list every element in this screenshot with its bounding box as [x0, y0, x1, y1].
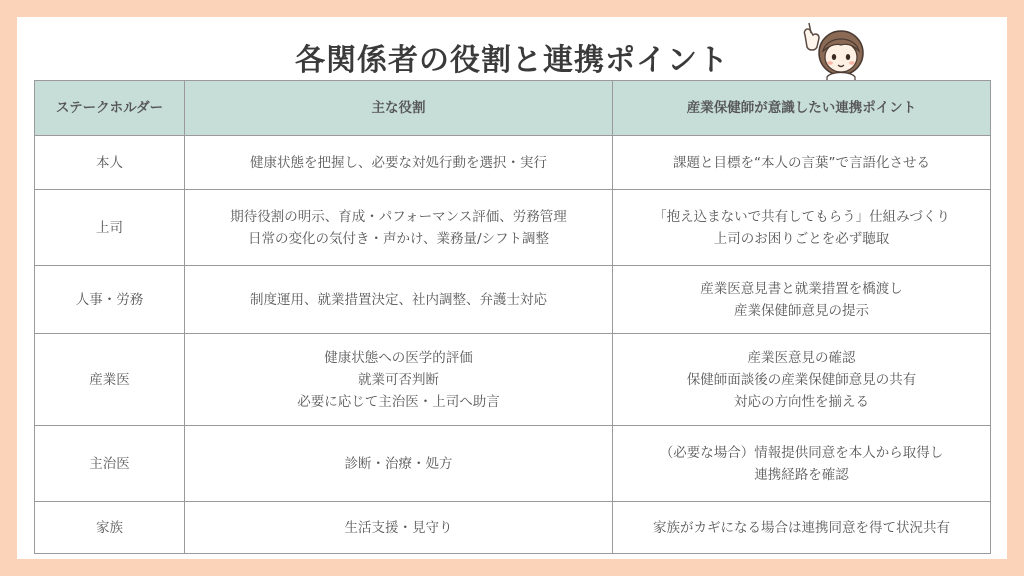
slide	[17, 17, 1007, 559]
role-cell	[185, 334, 613, 426]
point-cell	[613, 190, 991, 266]
stakeholder-cell: 本人	[35, 136, 185, 190]
point-line: 課題と目標を“本人の言葉”で言語化させる	[673, 154, 930, 171]
table-row	[35, 190, 991, 266]
pointing-girl-illustration	[797, 21, 867, 83]
table-header-row	[35, 81, 991, 136]
point-line: 家族がカギになる場合は連携同意を得て状況共有	[653, 519, 950, 536]
table-row	[35, 266, 991, 334]
point-line: 産業医意見の確認	[747, 349, 856, 366]
role-cell	[185, 190, 613, 266]
point-line: 産業医意見書と就業措置を橋渡し	[700, 280, 903, 297]
role-line: 期待役割の明示、育成・パフォーマンス評価、労務管理	[230, 208, 567, 225]
role-line: 必要に応じて主治医・上司へ助言	[297, 393, 500, 410]
point-line: 連携経路を確認	[754, 466, 849, 483]
role-cell	[185, 266, 613, 334]
role-cell	[185, 136, 613, 190]
stakeholder-cell: 家族	[35, 502, 185, 554]
point-cell	[613, 334, 991, 426]
stakeholder-cell: 主治医	[35, 426, 185, 502]
role-line: 就業可否判断	[358, 371, 439, 388]
table-row	[35, 502, 991, 554]
point-cell	[613, 426, 991, 502]
point-line: 上司のお困りごとを必ず聴取	[713, 230, 890, 247]
column-header-role: 主な役割	[185, 81, 613, 136]
table-row	[35, 334, 991, 426]
role-line: 生活支援・見守り	[344, 519, 453, 536]
point-line: （必要な場合）情報提供同意を本人から取得し	[659, 444, 944, 461]
role-line: 日常の変化の気付き・声かけ、業務量/シフト調整	[247, 230, 549, 247]
role-line: 健康状態への医学的評価	[324, 349, 473, 366]
point-line: 対応の方向性を揃える	[734, 393, 869, 410]
page-title: 各関係者の役割と連携ポイント	[295, 43, 729, 78]
role-cell	[185, 426, 613, 502]
point-line: 「抱え込まないで共有してもらう」仕組みづくり	[653, 208, 950, 225]
stakeholder-cell: 上司	[35, 190, 185, 266]
stakeholder-cell: 人事・労務	[35, 266, 185, 334]
table-row	[35, 426, 991, 502]
role-cell	[185, 502, 613, 554]
stakeholder-table	[34, 80, 991, 554]
point-line: 保健師面談後の産業保健師意見の共有	[686, 371, 917, 388]
point-cell	[613, 136, 991, 190]
role-line: 制度運用、就業措置決定、社内調整、弁護士対応	[250, 291, 547, 308]
point-cell	[613, 266, 991, 334]
stakeholder-cell: 産業医	[35, 334, 185, 426]
role-line: 健康状態を把握し、必要な対処行動を選択・実行	[250, 154, 547, 171]
point-cell	[613, 502, 991, 554]
point-line: 産業保健師意見の提示	[734, 302, 869, 319]
role-line: 診断・治療・処方	[344, 455, 453, 472]
table-row	[35, 136, 991, 190]
column-header-stakeholder: ステークホルダー	[35, 81, 185, 136]
column-header-point: 産業保健師が意識したい連携ポイント	[613, 81, 991, 136]
